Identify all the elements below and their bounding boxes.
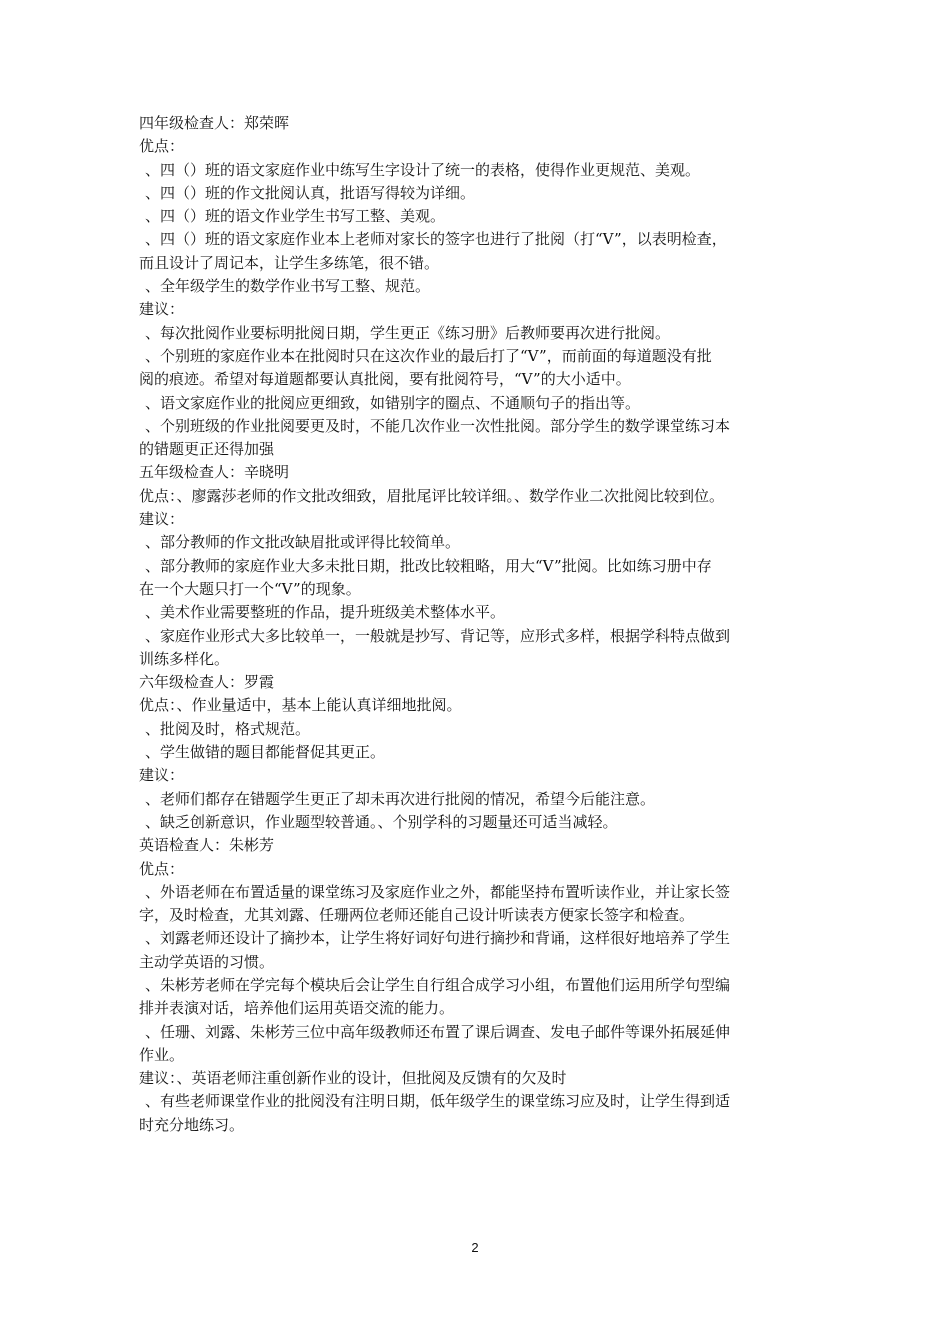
section-heading-english: 英语检查人：朱彬芳 — [139, 836, 275, 855]
section-heading-grade5: 五年级检查人：辛晓明 — [139, 463, 290, 482]
text-line: 、语文家庭作业的批阅应更细致，如错别字的圈点、不通顺句子的指出等。 — [145, 393, 641, 412]
text-line: 阅的痕迹。希望对每道题都要认真批阅，要有批阅符号，“V”的大小适中。 — [139, 370, 631, 389]
strengths-label: 优点：、廖露莎老师的作文批改细致，眉批尾评比较详细。、数学作业二次批阅比较到位。 — [139, 486, 725, 505]
strengths-label: 优点： — [139, 137, 185, 156]
text-line: 、四（）班的作文批阅认真，批语写得较为详细。 — [145, 183, 476, 202]
suggestions-label: 建议：、英语老师注重创新作业的设计，但批阅及反馈有的欠及时 — [139, 1069, 567, 1088]
text-line: 、个别班的家庭作业本在批阅时只在这次作业的最后打了“V”，而前面的每道题没有批 — [145, 346, 712, 365]
strengths-label: 优点： — [139, 859, 185, 878]
text-line: 、有些老师课堂作业的批阅没有注明日期，低年级学生的课堂练习应及时，让学生得到适 — [145, 1092, 731, 1111]
section-heading-grade4: 四年级检查人：郑荣晖 — [139, 114, 290, 132]
text-line: 、美术作业需要整班的作品，提升班级美术整体水平。 — [145, 603, 506, 622]
text-line: 、四（）班的语文家庭作业本上老师对家长的签字也进行了批阅（打“V”，以表明检查， — [145, 230, 727, 249]
text-line: 、每次批阅作业要标明批阅日期，学生更正《练习册》后教师要再次进行批阅。 — [145, 323, 671, 342]
text-line: 在一个大题只打一个“V”的现象。 — [139, 579, 361, 598]
text-line: 、四（）班的语文家庭作业中练写生字设计了统一的表格，使得作业更规范、美观。 — [145, 160, 701, 179]
suggestions-label: 建议： — [139, 766, 185, 785]
text-line: 主动学英语的习惯。 — [139, 952, 275, 971]
text-line: 、批阅及时，格式规范。 — [145, 719, 311, 738]
text-line: 、部分教师的作文批改缺眉批或评得比较简单。 — [145, 533, 461, 552]
text-line: 字，及时检查，尤其刘露、任珊两位老师还能自己设计听读表方便家长签字和检查。 — [139, 906, 695, 925]
text-line: 、朱彬芳老师在学完每个模块后会让学生自行组合成学习小组，布置他们运用所学句型编 — [145, 975, 731, 994]
document-body — [139, 112, 817, 1137]
text-line: 、四（）班的语文作业学生书写工整、美观。 — [145, 207, 446, 226]
text-line: 、全年级学生的数学作业书写工整、规范。 — [145, 277, 431, 296]
text-line: 、部分教师的家庭作业大多未批日期，批改比较粗略，用大“V”批阅。比如练习册中存 — [145, 556, 712, 575]
page-number: 2 — [471, 1240, 479, 1255]
text-line: 、家庭作业形式大多比较单一，一般就是抄写、背记等，应形式多样，根据学科特点做到 — [145, 626, 731, 645]
text-line: 训练多样化。 — [139, 649, 230, 668]
text-line: 、学生做错的题目都能督促其更正。 — [145, 743, 386, 762]
text-line: 、老师们都存在错题学生更正了却未再次进行批阅的情况，希望今后能注意。 — [145, 789, 656, 808]
text-line: 、外语老师在布置适量的课堂练习及家庭作业之外，都能坚持布置听读作业，并让家长签 — [145, 882, 731, 901]
text-line: 、任珊、刘露、朱彬芳三位中高年级教师还布置了课后调查、发电子邮件等课外拓展延伸 — [145, 1022, 731, 1041]
text-line: 、刘露老师还设计了摘抄本，让学生将好词好句进行摘抄和背诵，这样很好地培养了学生 — [145, 929, 731, 948]
text-line: 、缺乏创新意识，作业题型较普通。、个别学科的习题量还可适当减轻。 — [145, 812, 618, 831]
text-line: 的错题更正还得加强 — [139, 440, 275, 459]
text-line: 作业。 — [139, 1045, 185, 1064]
text-line: 、个别班级的作业批阅要更及时，不能几次作业一次性批阅。部分学生的数学课堂练习本 — [145, 416, 731, 435]
suggestions-label: 建议： — [139, 300, 185, 319]
text-line: 排并表演对话，培养他们运用英语交流的能力。 — [139, 999, 455, 1018]
suggestions-label: 建议： — [139, 510, 185, 529]
text-line: 时充分地练习。 — [139, 1115, 245, 1134]
section-heading-grade6: 六年级检查人：罗霞 — [139, 673, 275, 692]
text-line: 而且设计了周记本，让学生多练笔，很不错。 — [139, 253, 440, 272]
strengths-label: 优点：、作业量适中，基本上能认真详细地批阅。 — [139, 696, 462, 715]
